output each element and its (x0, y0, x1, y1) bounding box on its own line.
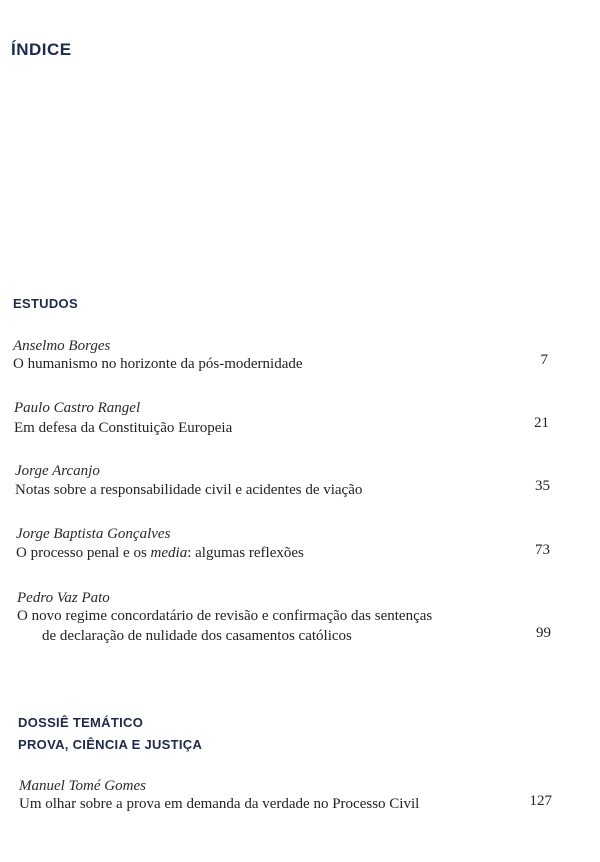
entry-page-number: 99 (536, 625, 551, 641)
entry-page-number: 73 (535, 542, 550, 558)
entry-title: Notas sobre a responsabilidade civil e acidentes de viação (15, 482, 363, 498)
entry-title-continuation: de declaração de nulidade dos casamentos católicos (42, 628, 352, 644)
entry-page-number: 21 (534, 415, 549, 431)
entry-title: O novo regime concordatário de revisão e confirmação das sentenças (17, 608, 433, 624)
entry-author: Jorge Arcanjo (15, 463, 100, 479)
entry-page-number: 35 (535, 478, 550, 494)
entry-author: Manuel Tomé Gomes (19, 778, 146, 794)
section-heading: ESTUDOS (13, 296, 78, 311)
entry-title: Um olhar sobre a prova em demanda da verdade no Processo Civil (19, 796, 420, 812)
page-title: ÍNDICE (11, 40, 72, 59)
entry-author: Paulo Castro Rangel (14, 400, 141, 416)
entry-author: Pedro Vaz Pato (17, 590, 110, 606)
section-subheading: PROVA, CIÊNCIA E JUSTIÇA (18, 737, 203, 752)
entry-author: Anselmo Borges (13, 338, 111, 354)
section-heading: DOSSIÊ TEMÁTICO (18, 715, 144, 730)
entry-page-number: 127 (529, 793, 552, 809)
entry-author: Jorge Baptista Gonçalves (16, 526, 171, 542)
entry-title: O humanismo no horizonte da pós-modernidade (13, 356, 303, 372)
entry-title: Em defesa da Constituição Europeia (14, 420, 233, 436)
entry-page-number: 7 (540, 352, 548, 368)
entry-title: O processo penal e os media: algumas reflexões (16, 545, 304, 561)
